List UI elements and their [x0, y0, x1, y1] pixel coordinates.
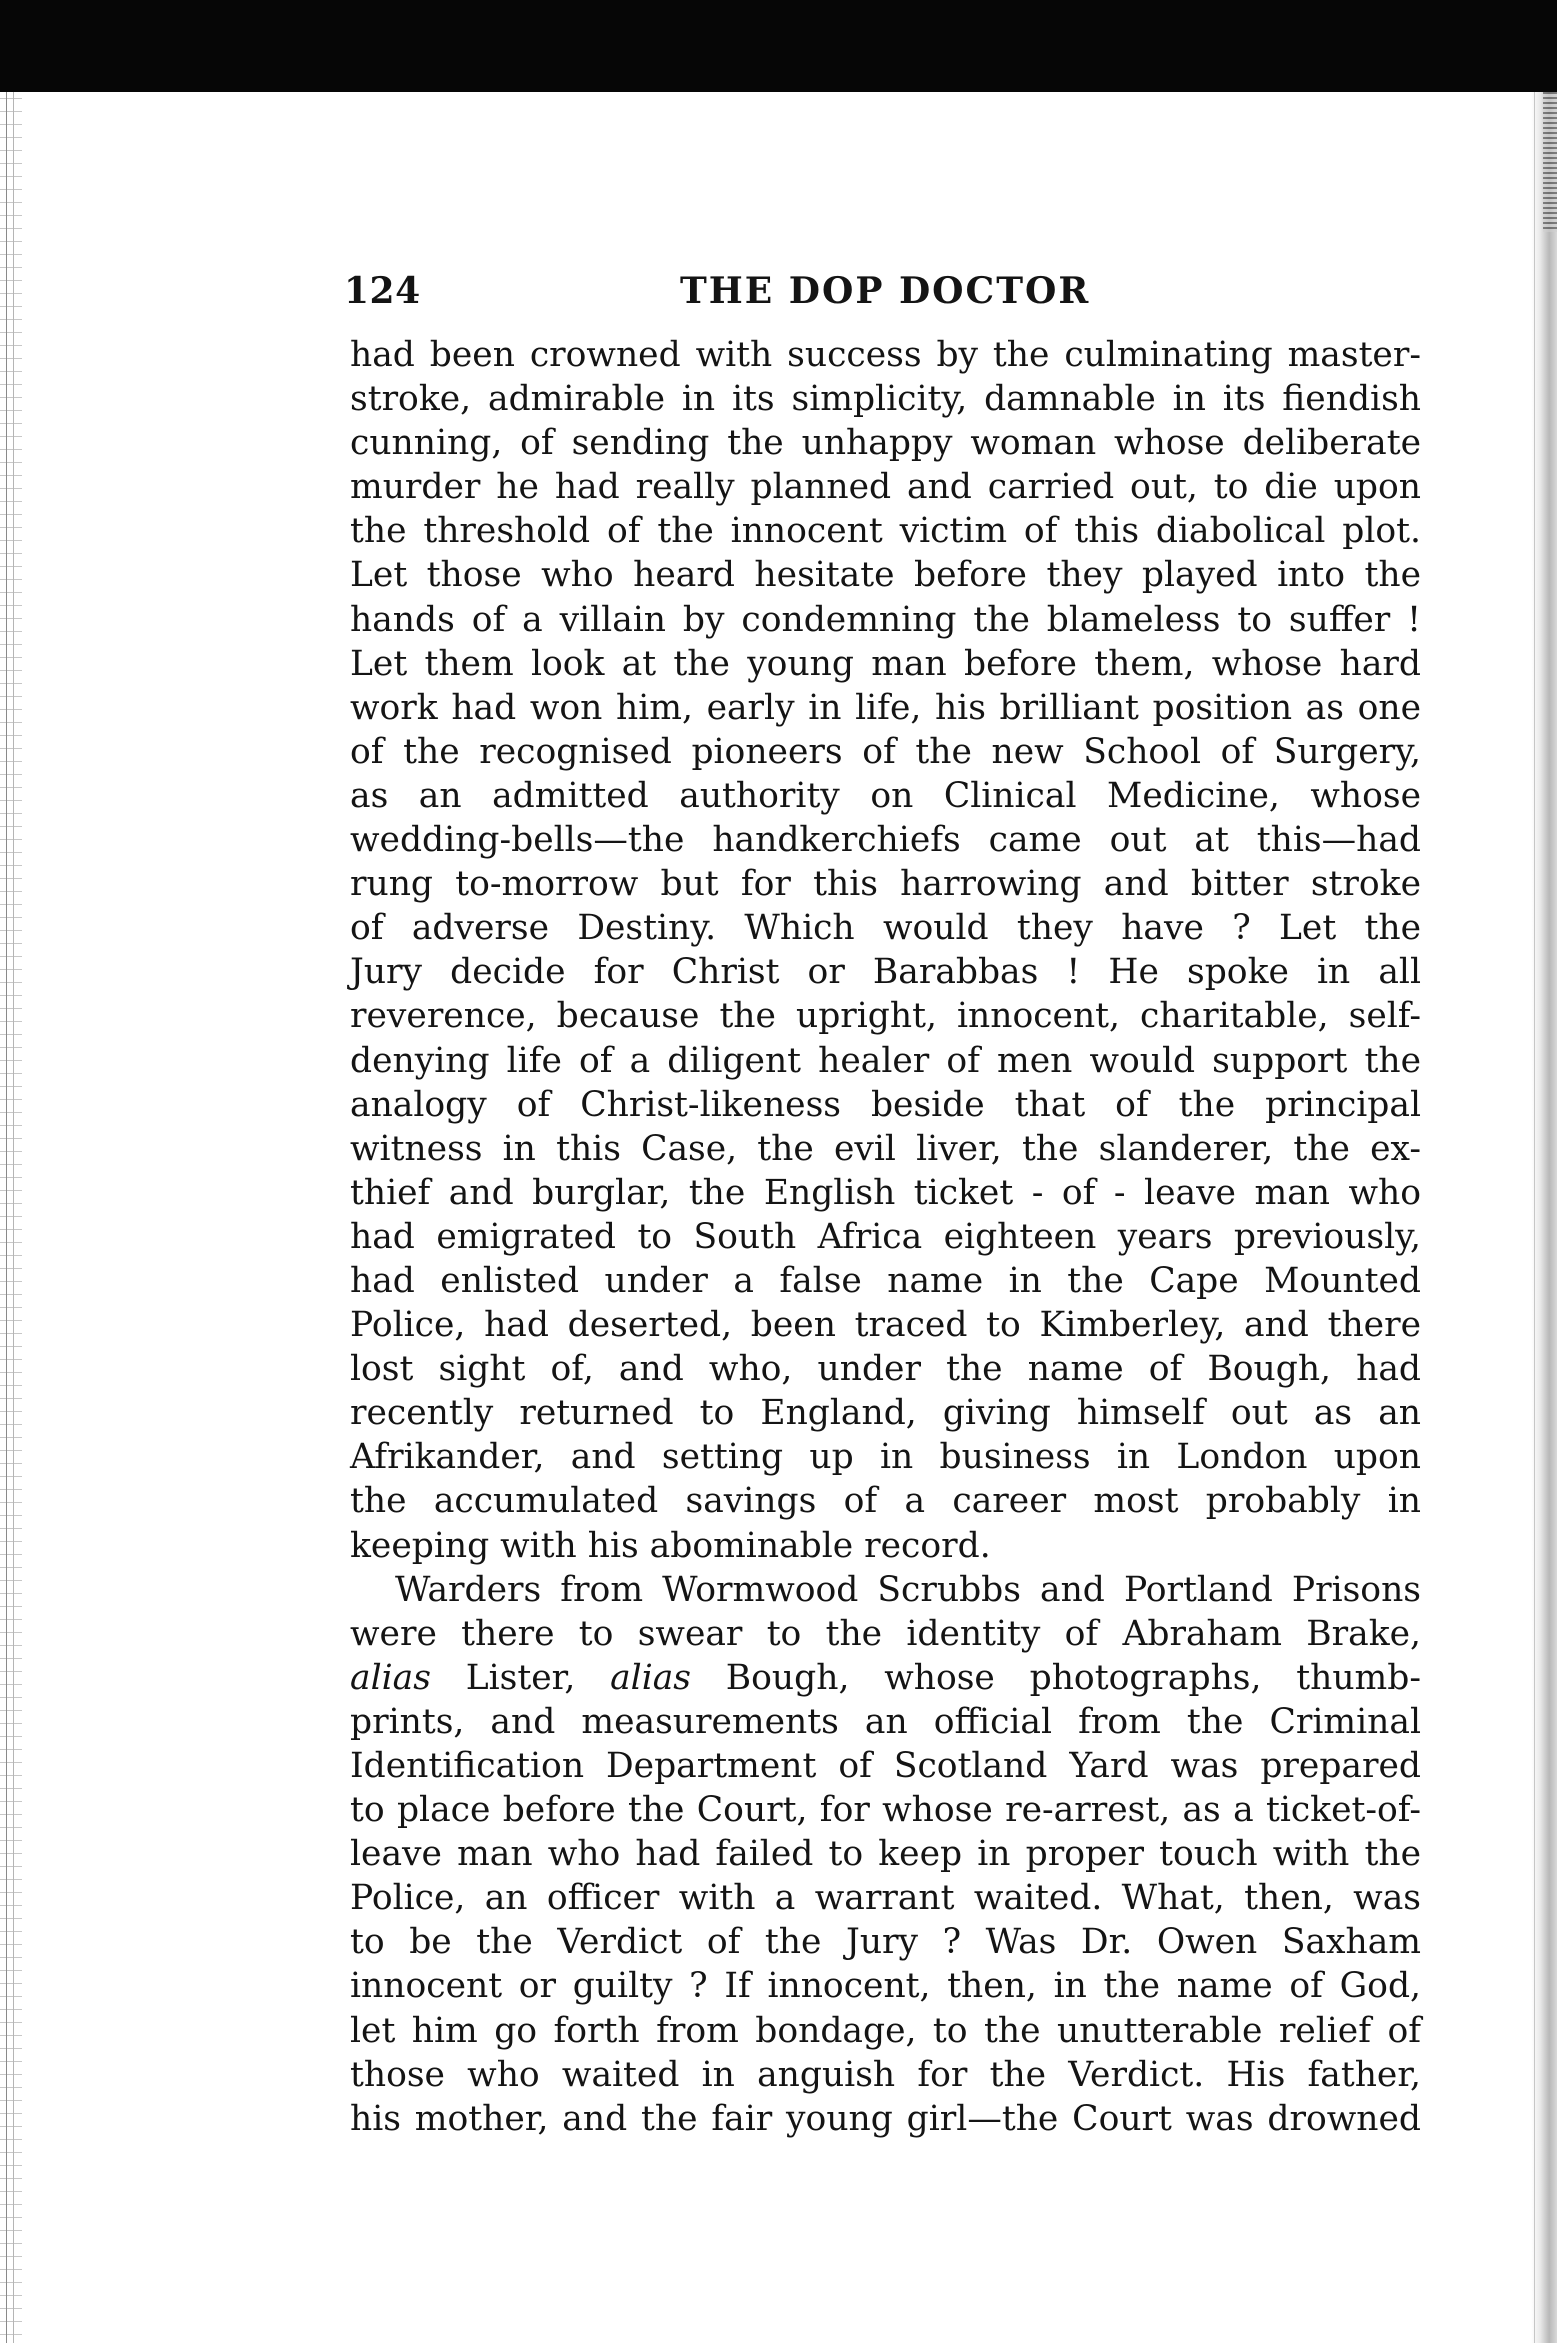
- scan-right-speckle: [1543, 92, 1557, 232]
- text-line: lost sight of, and who, under the name of Bough, had: [350, 1349, 1421, 1390]
- text-line: Police, an officer with a warrant waited. What, then, was: [350, 1878, 1421, 1919]
- text-line: had emigrated to South Africa eighteen years previously,: [350, 1216, 1421, 1257]
- text-fragment: Bough, whose photographs, thumb-: [691, 1657, 1421, 1698]
- scan-left-line: [6, 92, 7, 2343]
- text-line: reverence, because the upright, innocent, charitable, self-: [350, 996, 1421, 1037]
- text-line: were there to swear to the identity of Abraham Brake,: [350, 1613, 1421, 1654]
- text-line: cunning, of sending the unhappy woman whose deliberate: [350, 423, 1421, 464]
- text-line: Let those who heard hesitate before they played into the: [350, 555, 1421, 596]
- text-line-with-alias: [350, 1656, 1421, 1700]
- text-line: of the recognised pioneers of the new School of Surgery,: [350, 731, 1421, 772]
- text-line: denying life of a diligent healer of men would support the: [350, 1040, 1421, 1081]
- text-line: Police, had deserted, been traced to Kimberley, and there: [350, 1305, 1421, 1346]
- text-line: stroke, admirable in its simplicity, damnable in its fiendish: [350, 379, 1421, 420]
- text-line: those who waited in anguish for the Verdict. His father,: [350, 2054, 1421, 2095]
- text-line: Jury decide for Christ or Barabbas ! He spoke in all: [350, 952, 1421, 993]
- text-line: to be the Verdict of the Jury ? Was Dr. Owen Saxham: [350, 1922, 1421, 1963]
- text-line: let him go forth from bondage, to the unutterable relief of: [350, 2010, 1421, 2051]
- text-line: the accumulated savings of a career most probably in: [350, 1481, 1421, 1522]
- scan-right-line: [1534, 92, 1535, 2343]
- text-line: his mother, and the fair young girl—the Court was drowned: [350, 2098, 1421, 2139]
- text-line: rung to-morrow but for this harrowing and bitter stroke: [350, 864, 1421, 905]
- text-line: to place before the Court, for whose re-arrest, as a ticket-of-: [350, 1790, 1421, 1831]
- text-line: Let them look at the young man before them, whose hard: [350, 643, 1421, 684]
- text-line: analogy of Christ-likeness beside that of the principal: [350, 1084, 1421, 1125]
- text-line: leave man who had failed to keep in proper touch with the: [350, 1834, 1421, 1875]
- text-line: witness in this Case, the evil liver, the slanderer, the ex-: [350, 1128, 1421, 1169]
- text-line: murder he had really planned and carried out, to die upon: [350, 467, 1421, 508]
- text-line: keeping with his abominable record.: [350, 1525, 991, 1566]
- running-title: THE DOP DOCTOR: [680, 270, 1091, 312]
- text-line: of adverse Destiny. Which would they have ? Let the: [350, 908, 1421, 949]
- alias-word: alias: [350, 1657, 431, 1698]
- paragraph-2: [350, 1568, 1421, 2141]
- text-line: work had won him, early in life, his brilliant position as one: [350, 687, 1421, 728]
- text-line: the threshold of the innocent victim of this diabolical plot.: [350, 511, 1421, 552]
- page-number: 124: [344, 270, 421, 312]
- text-line: Identification Department of Scotland Yard was prepared: [350, 1746, 1421, 1786]
- text-fragment: Lister,: [430, 1657, 611, 1698]
- text-line: thief and burglar, the English ticket - of - leave man who: [350, 1172, 1421, 1213]
- scan-left-line: [13, 92, 14, 2343]
- text-line: wedding-bells—the handkerchiefs came out at this—had: [350, 820, 1421, 861]
- text-line: had enlisted under a false name in the Cape Mounted: [350, 1260, 1421, 1301]
- text-line: hands of a villain by condemning the blameless to suffer !: [350, 599, 1421, 640]
- body-text: [350, 333, 1421, 2141]
- scan-left-edge: [0, 92, 22, 2343]
- text-line: Warders from Wormwood Scrubbs and Portland Prisons: [395, 1569, 1421, 1610]
- text-line: had been crowned with success by the culminating master-: [350, 335, 1421, 375]
- text-line: Afrikander, and setting up in business in London upon: [350, 1437, 1421, 1478]
- scan-top-band: [0, 0, 1557, 92]
- text-line: as an admitted authority on Clinical Medicine, whose: [350, 775, 1421, 816]
- alias-word: alias: [610, 1657, 692, 1698]
- text-line: prints, and measurements an official from the Criminal: [350, 1701, 1421, 1742]
- text-line: recently returned to England, giving himself out as an: [350, 1393, 1421, 1434]
- paragraph-1: [350, 333, 1421, 1568]
- text-line: innocent or guilty ? If innocent, then, in the name of God,: [350, 1966, 1421, 2007]
- running-head: [344, 262, 1424, 322]
